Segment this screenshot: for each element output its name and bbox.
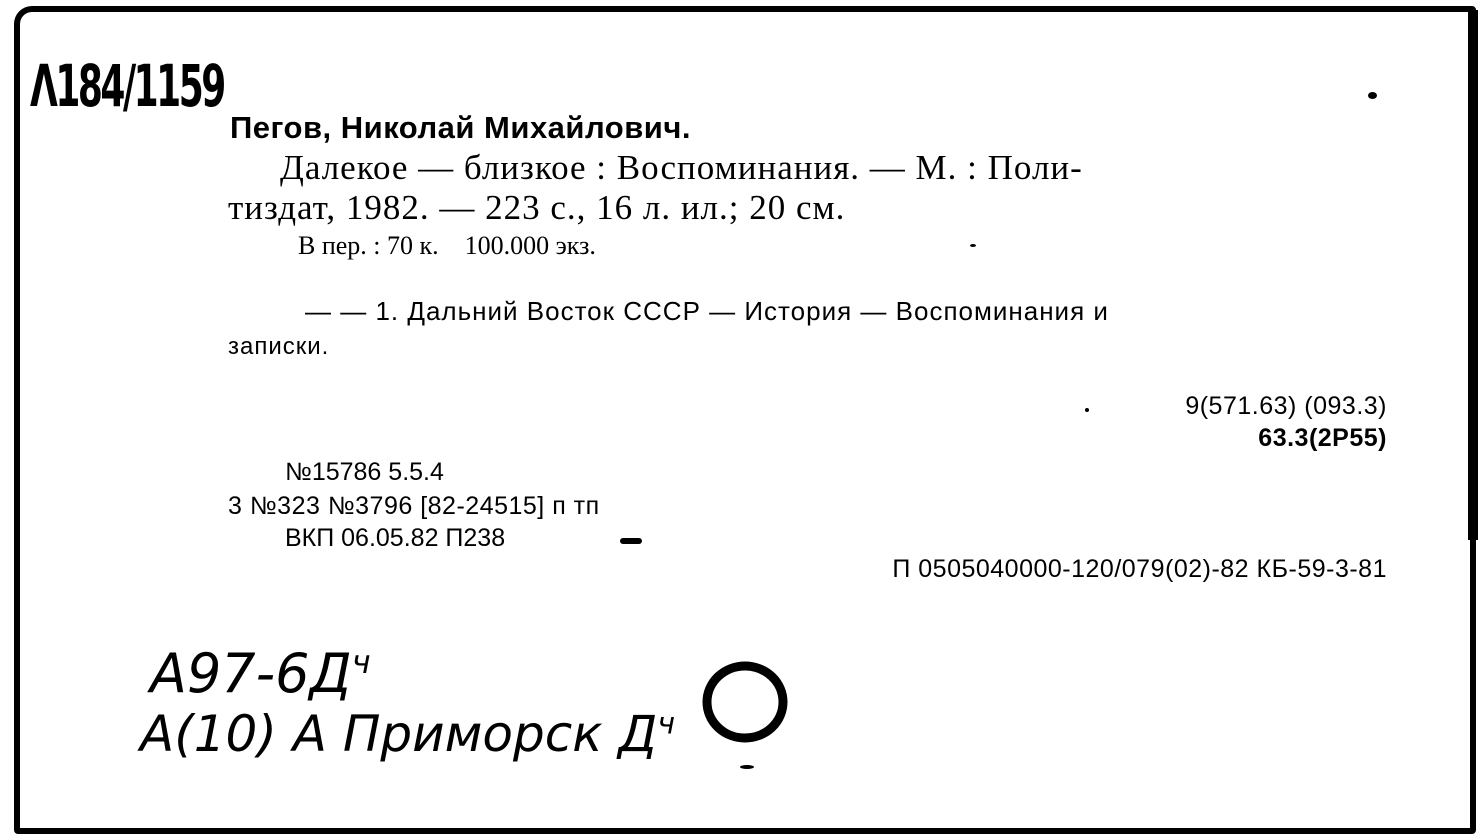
circle-mark-icon [700,660,795,755]
handwritten-note-2-text: А(10) А Приморск Д [140,705,658,763]
classification-code-1: 9(571.63) (093.3) [1185,392,1387,420]
handwritten-note-2 [140,705,675,763]
print-code: П 0505040000-120/079(02)-82 КБ-59-3-81 [892,555,1387,583]
scan-speck [970,244,976,247]
title-line-2: тиздат, 1982. — 223 с., 16 л. ил.; 20 см. [228,188,846,227]
author-heading: Пегов, Николай Михайлович. [230,110,691,145]
vkp-line: ВКП 06.05.82 П238 [285,524,506,552]
handwritten-note-2-sup: ч [657,706,676,742]
handwritten-note-1-text: А97-6Д [150,642,352,705]
title-line-1: Далекое — близкое : Воспоминания. — М. : Поли- [280,148,1083,187]
price-line: В пер. : 70 к. 100.000 экз. [298,231,596,260]
order-line: 3 №323 №3796 [82-24515] п тп [228,492,600,520]
scan-speck [1368,92,1377,99]
card-edge-shadow [1468,10,1478,540]
handwritten-note-1-sup: ч [351,643,371,681]
subject-line-2: записки. [228,333,330,360]
handwritten-note-1 [150,642,371,705]
shelf-mark: Λ184/1159 [30,52,224,120]
scan-speck [620,538,642,544]
scan-speck [740,765,754,769]
classification-code-2: 63.3(2Р55) [1258,424,1387,452]
record-number: №15786 5.5.4 [285,458,444,486]
subject-line-1: — — 1. Дальний Восток СССР — История — Воспоминания и [305,296,1109,326]
scan-speck [1085,408,1089,412]
